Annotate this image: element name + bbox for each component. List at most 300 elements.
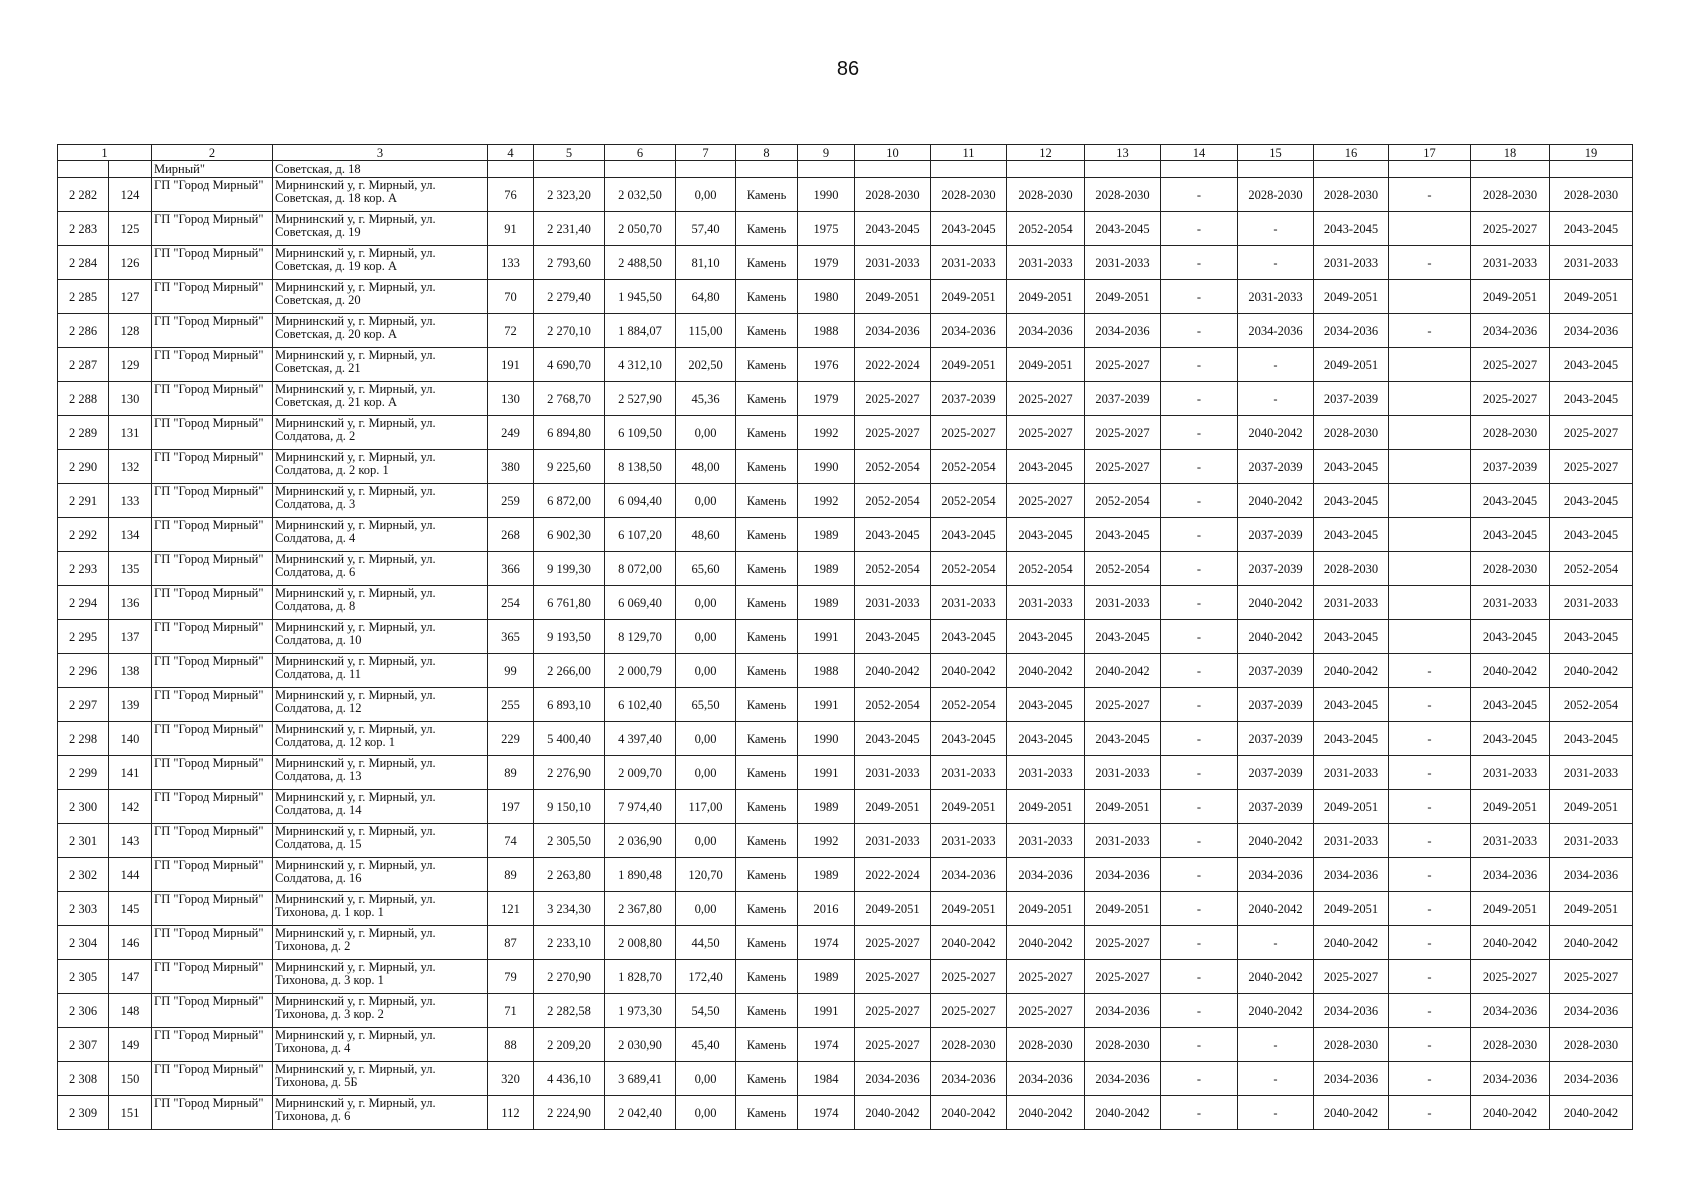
row-global-number: 2 299 xyxy=(58,756,109,790)
col-12-period: 2034-2036 xyxy=(1007,314,1085,348)
col-18-period: 2025-2027 xyxy=(1471,212,1550,246)
col-4-value: 268 xyxy=(488,518,534,552)
col-13-period: 2031-2033 xyxy=(1085,824,1161,858)
row-local-number: 137 xyxy=(109,620,152,654)
table-row xyxy=(58,790,1633,824)
col-12-period: 2043-2045 xyxy=(1007,722,1085,756)
construction-year: 1991 xyxy=(798,994,855,1028)
construction-year: 1980 xyxy=(798,280,855,314)
owner-name: ГП "Город Мирный" xyxy=(152,960,273,994)
col-14-period: - xyxy=(1161,586,1238,620)
col-4-value: 255 xyxy=(488,688,534,722)
col-12-period: 2049-2051 xyxy=(1007,348,1085,382)
construction-year: 1989 xyxy=(798,790,855,824)
construction-year: 1991 xyxy=(798,756,855,790)
table-row xyxy=(58,314,1633,348)
col-5-value: 2 224,90 xyxy=(534,1096,605,1130)
col-16-period: 2034-2036 xyxy=(1314,858,1389,892)
cell-empty xyxy=(1238,161,1314,178)
col-14-period: - xyxy=(1161,858,1238,892)
col-5-value: 2 233,10 xyxy=(534,926,605,960)
col-11-period: 2031-2033 xyxy=(931,586,1007,620)
col-14-period: - xyxy=(1161,280,1238,314)
col-14-period: - xyxy=(1161,790,1238,824)
construction-year: 1990 xyxy=(798,178,855,212)
building-address: Мирнинский у, г. Мирный, ул. Тихонова, д. 3 кор. 1 xyxy=(273,960,488,994)
col-16-period: 2028-2030 xyxy=(1314,416,1389,450)
table-row xyxy=(58,824,1633,858)
owner-name: ГП "Город Мирный" xyxy=(152,1096,273,1130)
col-13-period: 2049-2051 xyxy=(1085,280,1161,314)
table-row xyxy=(58,1028,1633,1062)
col-16-period: 2043-2045 xyxy=(1314,518,1389,552)
col-13-period: 2025-2027 xyxy=(1085,348,1161,382)
col-19-period: 2034-2036 xyxy=(1550,994,1633,1028)
col-10-period: 2052-2054 xyxy=(855,450,931,484)
wall-material: Камень xyxy=(736,926,798,960)
col-17-period: - xyxy=(1389,178,1471,212)
table-row xyxy=(58,280,1633,314)
owner-name: ГП "Город Мирный" xyxy=(152,654,273,688)
row-local-number: 145 xyxy=(109,892,152,926)
col-4-value: 197 xyxy=(488,790,534,824)
col-15-period: 2037-2039 xyxy=(1238,688,1314,722)
row-global-number: 2 304 xyxy=(58,926,109,960)
table-row xyxy=(58,382,1633,416)
col-6-value: 1 945,50 xyxy=(605,280,676,314)
col-12-period: 2040-2042 xyxy=(1007,654,1085,688)
col-15-period: 2028-2030 xyxy=(1238,178,1314,212)
row-local-number: 142 xyxy=(109,790,152,824)
building-address: Мирнинский у, г. Мирный, ул. Солдатова, д. 12 xyxy=(273,688,488,722)
row-local-number: 131 xyxy=(109,416,152,450)
col-17-period: - xyxy=(1389,722,1471,756)
col-6-value: 3 689,41 xyxy=(605,1062,676,1096)
cell-empty xyxy=(109,161,152,178)
column-number: 2 xyxy=(152,145,273,161)
col-4-value: 79 xyxy=(488,960,534,994)
col-7-value: 0,00 xyxy=(676,484,736,518)
col-11-period: 2043-2045 xyxy=(931,722,1007,756)
wall-material: Камень xyxy=(736,756,798,790)
col-13-period: 2025-2027 xyxy=(1085,450,1161,484)
col-10-period: 2025-2027 xyxy=(855,1028,931,1062)
row-global-number: 2 282 xyxy=(58,178,109,212)
col-5-value: 2 266,00 xyxy=(534,654,605,688)
col-17-period: - xyxy=(1389,994,1471,1028)
col-4-value: 76 xyxy=(488,178,534,212)
col-12-period: 2049-2051 xyxy=(1007,280,1085,314)
col-7-value: 117,00 xyxy=(676,790,736,824)
col-15-period: 2040-2042 xyxy=(1238,416,1314,450)
col-10-period: 2028-2030 xyxy=(855,178,931,212)
col-16-period: 2031-2033 xyxy=(1314,246,1389,280)
col-13-period: 2040-2042 xyxy=(1085,654,1161,688)
col-6-value: 6 107,20 xyxy=(605,518,676,552)
col-19-period: 2043-2045 xyxy=(1550,382,1633,416)
col-10-period: 2031-2033 xyxy=(855,756,931,790)
col-4-value: 320 xyxy=(488,1062,534,1096)
col-18-period: 2031-2033 xyxy=(1471,756,1550,790)
col-10-period: 2043-2045 xyxy=(855,722,931,756)
col-13-period: 2043-2045 xyxy=(1085,212,1161,246)
col-10-period: 2025-2027 xyxy=(855,926,931,960)
col-17-period xyxy=(1389,484,1471,518)
col-16-period: 2031-2033 xyxy=(1314,586,1389,620)
row-global-number: 2 297 xyxy=(58,688,109,722)
col-13-period: 2025-2027 xyxy=(1085,960,1161,994)
col-17-period xyxy=(1389,620,1471,654)
construction-year: 1974 xyxy=(798,926,855,960)
col-19-period: 2043-2045 xyxy=(1550,212,1633,246)
col-7-value: 0,00 xyxy=(676,756,736,790)
col-12-period: 2052-2054 xyxy=(1007,212,1085,246)
building-address: Мирнинский у, г. Мирный, ул. Советская, д. 18 кор. А xyxy=(273,178,488,212)
col-12-period: 2025-2027 xyxy=(1007,484,1085,518)
col-13-period: 2028-2030 xyxy=(1085,178,1161,212)
col-12-period: 2034-2036 xyxy=(1007,1062,1085,1096)
row-global-number: 2 285 xyxy=(58,280,109,314)
col-7-value: 115,00 xyxy=(676,314,736,348)
col-15-period: 2031-2033 xyxy=(1238,280,1314,314)
table-row xyxy=(58,178,1633,212)
col-4-value: 254 xyxy=(488,586,534,620)
col-17-period: - xyxy=(1389,314,1471,348)
col-11-period: 2040-2042 xyxy=(931,654,1007,688)
col-19-period: 2034-2036 xyxy=(1550,314,1633,348)
row-global-number: 2 302 xyxy=(58,858,109,892)
col-18-period: 2031-2033 xyxy=(1471,246,1550,280)
construction-year: 1991 xyxy=(798,688,855,722)
owner-name: ГП "Город Мирный" xyxy=(152,586,273,620)
building-address: Мирнинский у, г. Мирный, ул. Солдатова, д. 15 xyxy=(273,824,488,858)
col-16-period: 2028-2030 xyxy=(1314,552,1389,586)
col-18-period: 2043-2045 xyxy=(1471,484,1550,518)
building-address: Мирнинский у, г. Мирный, ул. Тихонова, д. 6 xyxy=(273,1096,488,1130)
construction-year: 1989 xyxy=(798,552,855,586)
col-4-value: 130 xyxy=(488,382,534,416)
col-16-period: 2049-2051 xyxy=(1314,892,1389,926)
col-11-period: 2049-2051 xyxy=(931,280,1007,314)
owner-name: ГП "Город Мирный" xyxy=(152,790,273,824)
col-11-period: 2025-2027 xyxy=(931,960,1007,994)
col-14-period: - xyxy=(1161,518,1238,552)
col-7-value: 81,10 xyxy=(676,246,736,280)
col-19-period: 2028-2030 xyxy=(1550,178,1633,212)
row-global-number: 2 291 xyxy=(58,484,109,518)
col-7-value: 172,40 xyxy=(676,960,736,994)
col-18-period: 2049-2051 xyxy=(1471,790,1550,824)
col-18-period: 2034-2036 xyxy=(1471,858,1550,892)
col-11-period: 2031-2033 xyxy=(931,756,1007,790)
col-5-value: 4 436,10 xyxy=(534,1062,605,1096)
col-7-value: 0,00 xyxy=(676,620,736,654)
wall-material: Камень xyxy=(736,450,798,484)
wall-material: Камень xyxy=(736,314,798,348)
cell-empty xyxy=(605,161,676,178)
col-19-period: 2031-2033 xyxy=(1550,824,1633,858)
cell-empty xyxy=(1085,161,1161,178)
wall-material: Камень xyxy=(736,1096,798,1130)
col-14-period: - xyxy=(1161,178,1238,212)
col-7-value: 48,60 xyxy=(676,518,736,552)
col-14-period: - xyxy=(1161,620,1238,654)
col-13-period: 2028-2030 xyxy=(1085,1028,1161,1062)
construction-year: 1979 xyxy=(798,382,855,416)
col-6-value: 8 138,50 xyxy=(605,450,676,484)
col-15-period: 2040-2042 xyxy=(1238,824,1314,858)
col-12-period: 2028-2030 xyxy=(1007,178,1085,212)
owner-name: ГП "Город Мирный" xyxy=(152,926,273,960)
col-6-value: 2 000,79 xyxy=(605,654,676,688)
column-number: 8 xyxy=(736,145,798,161)
col-14-period: - xyxy=(1161,960,1238,994)
table-row xyxy=(58,756,1633,790)
col-11-period: 2043-2045 xyxy=(931,212,1007,246)
col-19-period: 2043-2045 xyxy=(1550,484,1633,518)
col-16-period: 2028-2030 xyxy=(1314,178,1389,212)
wall-material: Камень xyxy=(736,280,798,314)
wall-material: Камень xyxy=(736,790,798,824)
col-6-value: 7 974,40 xyxy=(605,790,676,824)
col-13-period: 2025-2027 xyxy=(1085,926,1161,960)
col-11-period: 2052-2054 xyxy=(931,688,1007,722)
col-18-period: 2028-2030 xyxy=(1471,416,1550,450)
col-7-value: 64,80 xyxy=(676,280,736,314)
construction-year: 1992 xyxy=(798,416,855,450)
table-row xyxy=(58,892,1633,926)
construction-year: 1975 xyxy=(798,212,855,246)
col-18-period: 2028-2030 xyxy=(1471,1028,1550,1062)
wall-material: Камень xyxy=(736,178,798,212)
col-18-period: 2028-2030 xyxy=(1471,552,1550,586)
col-18-period: 2043-2045 xyxy=(1471,620,1550,654)
col-11-period: 2043-2045 xyxy=(931,620,1007,654)
table-row xyxy=(58,246,1633,280)
construction-year: 1989 xyxy=(798,518,855,552)
row-local-number: 143 xyxy=(109,824,152,858)
col-16-period: 2043-2045 xyxy=(1314,688,1389,722)
owner-name: ГП "Город Мирный" xyxy=(152,892,273,926)
col-4-value: 72 xyxy=(488,314,534,348)
col-7-value: 65,50 xyxy=(676,688,736,722)
col-14-period: - xyxy=(1161,824,1238,858)
wall-material: Камень xyxy=(736,382,798,416)
col-10-period: 2040-2042 xyxy=(855,1096,931,1130)
table-row xyxy=(58,960,1633,994)
col-6-value: 8 072,00 xyxy=(605,552,676,586)
cell-empty xyxy=(736,161,798,178)
wall-material: Камень xyxy=(736,960,798,994)
col-19-period: 2025-2027 xyxy=(1550,960,1633,994)
col-6-value: 2 042,40 xyxy=(605,1096,676,1130)
table-row xyxy=(58,620,1633,654)
col-7-value: 0,00 xyxy=(676,1096,736,1130)
col-11-period: 2040-2042 xyxy=(931,1096,1007,1130)
col-5-value: 4 690,70 xyxy=(534,348,605,382)
col-7-value: 45,36 xyxy=(676,382,736,416)
row-local-number: 139 xyxy=(109,688,152,722)
col-10-period: 2022-2024 xyxy=(855,348,931,382)
col-7-value: 0,00 xyxy=(676,416,736,450)
col-5-value: 2 209,20 xyxy=(534,1028,605,1062)
wall-material: Камень xyxy=(736,212,798,246)
col-16-period: 2049-2051 xyxy=(1314,790,1389,824)
owner-name: ГП "Город Мирный" xyxy=(152,348,273,382)
row-global-number: 2 287 xyxy=(58,348,109,382)
col-7-value: 202,50 xyxy=(676,348,736,382)
row-global-number: 2 301 xyxy=(58,824,109,858)
row-global-number: 2 295 xyxy=(58,620,109,654)
col-13-period: 2052-2054 xyxy=(1085,484,1161,518)
owner-name: ГП "Город Мирный" xyxy=(152,280,273,314)
row-global-number: 2 298 xyxy=(58,722,109,756)
col-5-value: 6 761,80 xyxy=(534,586,605,620)
col-7-value: 57,40 xyxy=(676,212,736,246)
col-5-value: 2 323,20 xyxy=(534,178,605,212)
col-12-period: 2025-2027 xyxy=(1007,960,1085,994)
col-6-value: 2 030,90 xyxy=(605,1028,676,1062)
column-number: 9 xyxy=(798,145,855,161)
col-16-period: 2043-2045 xyxy=(1314,450,1389,484)
col-14-period: - xyxy=(1161,654,1238,688)
row-global-number: 2 308 xyxy=(58,1062,109,1096)
column-number: 3 xyxy=(273,145,488,161)
building-address: Мирнинский у, г. Мирный, ул. Солдатова, д. 10 xyxy=(273,620,488,654)
col-17-period: - xyxy=(1389,790,1471,824)
col-19-period: 2049-2051 xyxy=(1550,790,1633,824)
page-number: 86 xyxy=(836,58,860,80)
col-7-value: 0,00 xyxy=(676,654,736,688)
col-13-period: 2043-2045 xyxy=(1085,518,1161,552)
col-4-value: 89 xyxy=(488,756,534,790)
col-13-period: 2034-2036 xyxy=(1085,858,1161,892)
col-12-period: 2031-2033 xyxy=(1007,824,1085,858)
col-11-period: 2052-2054 xyxy=(931,552,1007,586)
construction-year: 1992 xyxy=(798,484,855,518)
col-5-value: 2 276,90 xyxy=(534,756,605,790)
col-17-period: - xyxy=(1389,1096,1471,1130)
table-row xyxy=(58,688,1633,722)
row-local-number: 144 xyxy=(109,858,152,892)
col-5-value: 6 893,10 xyxy=(534,688,605,722)
col-5-value: 2 231,40 xyxy=(534,212,605,246)
col-5-value: 6 894,80 xyxy=(534,416,605,450)
col-18-period: 2043-2045 xyxy=(1471,688,1550,722)
owner-name: ГП "Город Мирный" xyxy=(152,858,273,892)
wall-material: Камень xyxy=(736,858,798,892)
col-15-period: 2037-2039 xyxy=(1238,722,1314,756)
col-11-period: 2025-2027 xyxy=(931,994,1007,1028)
col-11-period: 2034-2036 xyxy=(931,314,1007,348)
col-4-value: 365 xyxy=(488,620,534,654)
col-17-period: - xyxy=(1389,824,1471,858)
column-number: 4 xyxy=(488,145,534,161)
col-10-period: 2031-2033 xyxy=(855,246,931,280)
col-16-period: 2025-2027 xyxy=(1314,960,1389,994)
col-4-value: 87 xyxy=(488,926,534,960)
col-17-period xyxy=(1389,586,1471,620)
col-5-value: 2 270,10 xyxy=(534,314,605,348)
col-7-value: 54,50 xyxy=(676,994,736,1028)
col-10-period: 2025-2027 xyxy=(855,960,931,994)
row-local-number: 129 xyxy=(109,348,152,382)
col-12-period: 2043-2045 xyxy=(1007,688,1085,722)
col-18-period: 2034-2036 xyxy=(1471,994,1550,1028)
owner-name: ГП "Город Мирный" xyxy=(152,1028,273,1062)
col-13-period: 2040-2042 xyxy=(1085,1096,1161,1130)
table-row xyxy=(58,416,1633,450)
owner-name: ГП "Город Мирный" xyxy=(152,450,273,484)
col-7-value: 44,50 xyxy=(676,926,736,960)
row-local-number: 133 xyxy=(109,484,152,518)
col-19-period: 2043-2045 xyxy=(1550,348,1633,382)
col-15-period: - xyxy=(1238,1028,1314,1062)
row-local-number: 150 xyxy=(109,1062,152,1096)
wall-material: Камень xyxy=(736,722,798,756)
col-18-period: 2037-2039 xyxy=(1471,450,1550,484)
col-12-period: 2043-2045 xyxy=(1007,450,1085,484)
col-14-period: - xyxy=(1161,348,1238,382)
building-address: Мирнинский у, г. Мирный, ул. Солдатова, д. 6 xyxy=(273,552,488,586)
construction-year: 1991 xyxy=(798,620,855,654)
col-4-value: 88 xyxy=(488,1028,534,1062)
col-18-period: 2031-2033 xyxy=(1471,586,1550,620)
owner-name: ГП "Город Мирный" xyxy=(152,212,273,246)
column-number: 14 xyxy=(1161,145,1238,161)
col-4-value: 99 xyxy=(488,654,534,688)
col-17-period: - xyxy=(1389,654,1471,688)
col-6-value: 6 109,50 xyxy=(605,416,676,450)
row-global-number: 2 289 xyxy=(58,416,109,450)
col-12-period: 2025-2027 xyxy=(1007,994,1085,1028)
col-6-value: 6 094,40 xyxy=(605,484,676,518)
owner-name: ГП "Город Мирный" xyxy=(152,178,273,212)
building-address: Мирнинский у, г. Мирный, ул. Солдатова, д. 12 кор. 1 xyxy=(273,722,488,756)
col-16-period: 2043-2045 xyxy=(1314,484,1389,518)
col-15-period: 2040-2042 xyxy=(1238,994,1314,1028)
col-4-value: 133 xyxy=(488,246,534,280)
building-address: Мирнинский у, г. Мирный, ул. Солдатова, д. 8 xyxy=(273,586,488,620)
cell-empty xyxy=(488,161,534,178)
construction-year: 1974 xyxy=(798,1028,855,1062)
row-local-number: 124 xyxy=(109,178,152,212)
col-18-period: 2040-2042 xyxy=(1471,654,1550,688)
col-19-period: 2043-2045 xyxy=(1550,518,1633,552)
owner-name: ГП "Город Мирный" xyxy=(152,314,273,348)
table-row xyxy=(58,586,1633,620)
col-17-period xyxy=(1389,518,1471,552)
col-15-period: 2040-2042 xyxy=(1238,620,1314,654)
col-15-period: 2040-2042 xyxy=(1238,484,1314,518)
construction-year: 1988 xyxy=(798,314,855,348)
continuation-row xyxy=(58,161,1633,178)
col-18-period: 2049-2051 xyxy=(1471,892,1550,926)
col-19-period: 2043-2045 xyxy=(1550,620,1633,654)
col-5-value: 6 902,30 xyxy=(534,518,605,552)
column-number: 7 xyxy=(676,145,736,161)
col-15-period: - xyxy=(1238,212,1314,246)
cell-empty xyxy=(534,161,605,178)
col-5-value: 9 225,60 xyxy=(534,450,605,484)
construction-year: 2016 xyxy=(798,892,855,926)
building-address: Мирнинский у, г. Мирный, ул. Солдатова, д. 4 xyxy=(273,518,488,552)
col-10-period: 2034-2036 xyxy=(855,314,931,348)
col-5-value: 2 279,40 xyxy=(534,280,605,314)
col-17-period xyxy=(1389,552,1471,586)
col-4-value: 89 xyxy=(488,858,534,892)
col-17-period: - xyxy=(1389,1062,1471,1096)
